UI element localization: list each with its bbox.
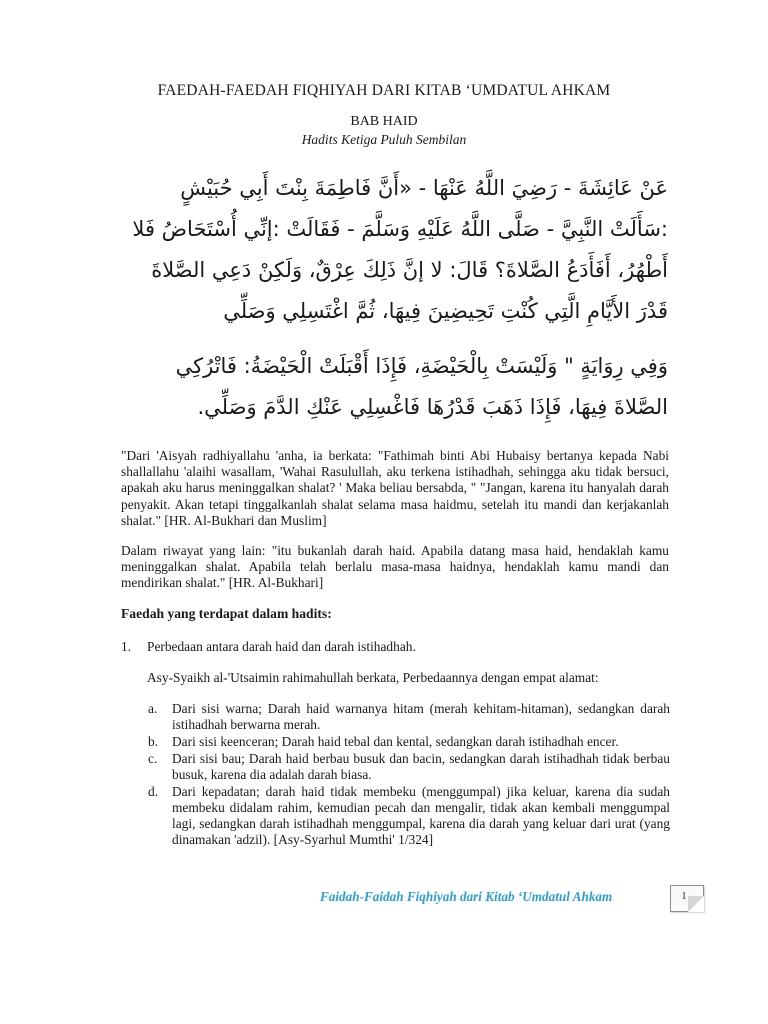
arabic-hadith-main: عَنْ عَائِشَةَ - رَضِيَ اللَّهُ عَنْهَا - «أَنَّ فَاطِمَةَ بِنْتَ أَبِي حُبَيْشٍ :سَأَلَتْ النَّبِيَّ - صَلَّى اللَّهُ عَلَيْهِ وَسَلَّمَ - فَقَالَتْ :إنِّي أُسْتَحَاضُ فَلا أَطْهُرُ، أَفَأَدَعُ الصَّلاةَ؟ قَالَ: لا إنَّ ذَلِكَ عِرْقٌ، وَلَكِنْ دَعِي الصَّلاةَ قَدْرَ الأَيَّامِ الَّتِي كُنْتِ تَحِيضِينَ فِيهَا، ثُمَّ اغْتَسِلِي وَصَلِّي [132, 176, 668, 323]
chapter-title: BAB HAID [350, 114, 418, 129]
chapter-subtitle: Hadits Ketiga Puluh Sembilan [301, 132, 467, 147]
list-text: Dari sisi warna; Darah haid warnanya hitam (merah kehitam-hitaman), sedangkan darah istihadhah berwarna merah. [172, 701, 670, 733]
translation-paragraph-1: "Dari 'Aisyah radhiyallahu 'anha, ia berkata: "Fathimah binti Abi Hubaisy bertanya kepada Nabi shallallahu 'alaihi wasallam, 'Wahai Rasulullah, aku terkena istihadhah, sehingga aku tidak bersuci, apakah aku harus meninggalkan shalat? ' Maka beliau bersabda, " "Jangan, karena itu hanyalah darah penyakit. Akan tetapi tinggalkanlah shalat selama masa haidmu, setelah itu mandi dan kerjakanlah shalat." [HR. Al-Bukhari dan Muslim] [121, 448, 669, 528]
quote-line: Asy-Syaikh al-'Utsaimin rahimahullah berkata, Perbedaannya dengan empat alamat: [147, 670, 599, 685]
item-text: Perbedaan antara darah haid dan darah istihadhah. [147, 639, 416, 654]
list-text: Dari sisi bau; Darah haid berbau busuk dan bacin, sedangkan darah istihadhah tidak berbau busuk, karena dia adalah darah biasa. [172, 750, 670, 782]
sub-list [148, 701, 670, 849]
item-number: 1. [121, 639, 132, 654]
list-item [148, 734, 670, 750]
translation-paragraph-2: Dalam riwayat yang lain: "itu bukanlah darah haid. Apabila datang masa haid, hendaklah kamu meninggalkan shalat. Apabila telah berlalu masa-masa haidnya, hendaklah kamu mandi dan mendirikan shalat." [HR. Al-Bukhari] [121, 543, 669, 591]
list-letter: b. [148, 733, 159, 749]
page-number-box [670, 885, 704, 912]
list-item [148, 701, 670, 733]
document-title: FAEDAH-FAEDAH FIQHIYAH DARI KITAB ‘UMDATUL AHKAM [157, 82, 611, 99]
list-letter: c. [148, 750, 158, 766]
list-letter: a. [148, 701, 158, 716]
list-item [148, 751, 670, 783]
list-text: Dari sisi keenceran; Darah haid tebal dan kental, sedangkan darah istihadhah encer. [172, 733, 619, 749]
list-letter: d. [148, 783, 159, 799]
arabic-hadith-riwayah: وَفِي رِوَايَةٍ " وَلَيْسَتْ بِالْحَيْضَةِ، فَإِذَا أَقْبَلَتْ الْحَيْضَةُ: فَاتْرُكِي الصَّلاةَ فِيهَا، فَإِذَا ذَهَبَ قَدْرُهَا فَاغْسِلِي عَنْكِ الدَّمَ وَصَلِّي. [175, 354, 668, 419]
page-number: 1 [681, 891, 687, 902]
numbered-item-1 [121, 639, 416, 655]
footer-title: Faidah-Faidah Fiqhiyah dari Kitab ‘Umdatul Ahkam [320, 889, 613, 904]
list-item [148, 784, 670, 849]
page-fold-icon [688, 896, 704, 912]
faedah-heading: Faedah yang terdapat dalam hadits: [121, 606, 332, 621]
list-text: Dari kepadatan; darah haid tidak membeku (menggumpal) jika keluar, karena dia sudah membeku didalam rahim, kemudian pecah dan mengalir, tidak akan kembali menggumpal lagi, sedangkan darah istihadhah menggumpal, karena dia darah yang keluar dari urat (yang dinamakan 'adzil). [Asy-Syarhul Mumthi' 1/324] [172, 783, 670, 848]
